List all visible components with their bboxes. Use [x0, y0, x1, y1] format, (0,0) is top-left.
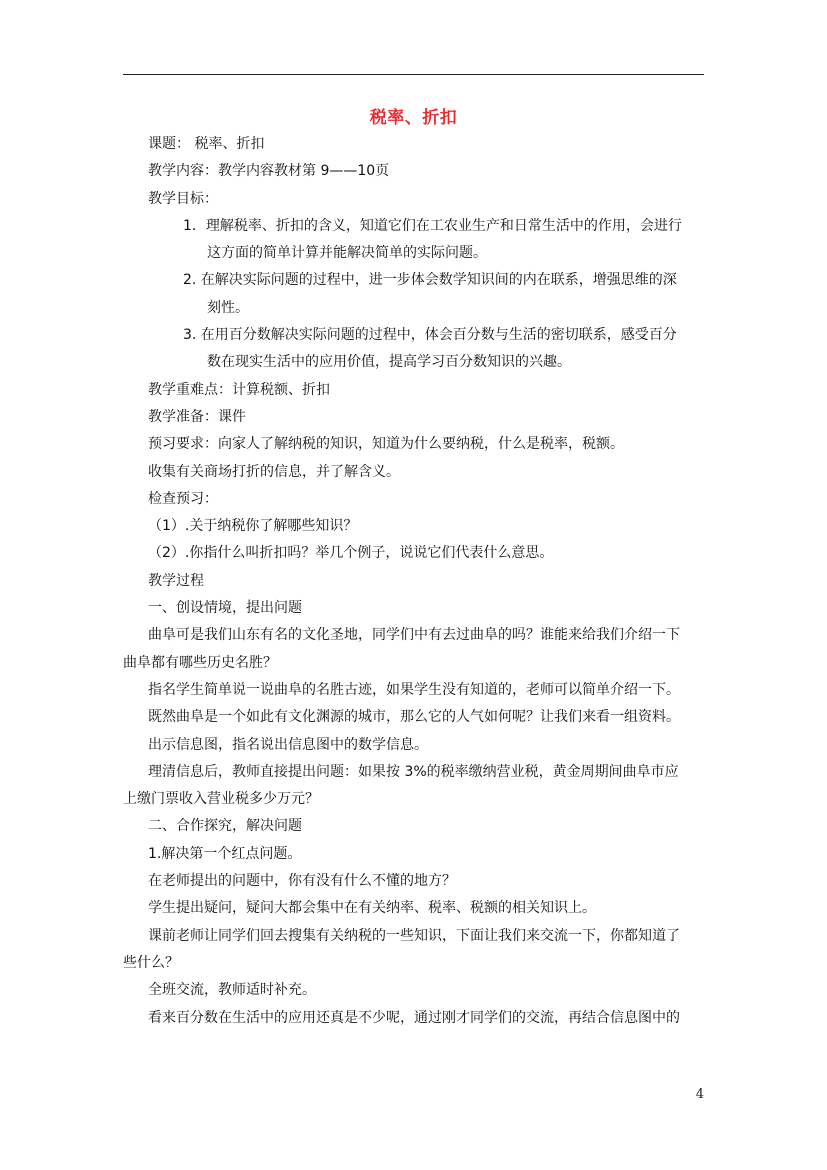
text-line: 些什么？ [123, 954, 179, 971]
document-body [123, 131, 705, 1032]
document-title: 税率、折扣 [369, 108, 458, 128]
text-line: 全班交流，教师适时补充。 [148, 982, 316, 999]
page-number: 4 [695, 1087, 704, 1102]
text-line: 指名学生简单说一说曲阜的名胜古迹，如果学生没有知道的，老师可以简单介绍一下。 [148, 681, 680, 698]
text-line: 教学准备：课件 [148, 408, 246, 425]
list-item: 2. 在解决实际问题的过程中，进一步体会数学知识间的内在联系，增强思维的深 [183, 272, 677, 289]
text-line: 看来百分数在生活中的应用还真是不少呢，通过刚才同学们的交流，再结合信息图中的 [148, 1009, 680, 1026]
text-line: 曲阜可是我们山东有名的文化圣地，同学们中有去过曲阜的吗？谁能来给我们介绍一下 [148, 627, 680, 644]
header-rule [123, 74, 704, 75]
list-item: 3. 在用百分数解决实际问题的过程中，体会百分数与生活的密切联系，感受百分 [183, 327, 677, 344]
list-item-continuation: 这方面的简单计算并能解决简单的实际问题。 [207, 245, 487, 262]
text-line: 上缴门票收入营业税多少万元？ [123, 791, 319, 808]
section-heading: 教学过程 [148, 572, 204, 589]
text-line: 课题： 税率、折扣 [148, 136, 265, 152]
text-line: 教学重难点：计算税额、折扣 [148, 381, 330, 398]
text-line: 检查预习： [148, 490, 218, 507]
text-line: 出示信息图，指名说出信息图中的数学信息。 [148, 736, 428, 753]
text-line: 曲阜都有哪些历史名胜？ [123, 654, 277, 671]
text-line: 教学目标： [148, 190, 218, 207]
list-item-continuation: 数在现实生活中的应用价值，提高学习百分数知识的兴趣。 [207, 354, 571, 371]
text-line: 学生提出疑问，疑问大都会集中在有关纳率、税率、税额的相关知识上。 [148, 900, 596, 917]
list-item: 1．理解税率、折扣的含义，知道它们在工农业生产和日常生活中的作用，会进行 [183, 217, 682, 234]
text-line: 收集有关商场打折的信息，并了解含义。 [148, 463, 400, 480]
list-item-continuation: 刻性。 [207, 299, 249, 316]
text-line: 在老师提出的问题中，你有没有什么不懂的地方？ [148, 873, 456, 890]
section-heading: 一、创设情境，提出问题 [148, 600, 302, 617]
text-line: 1.解决第一个红点问题。 [148, 845, 302, 862]
text-line: 预习要求：向家人了解纳税的知识，知道为什么要纳税，什么是税率，税额。 [148, 436, 624, 453]
text-line: （2）.你指什么叫折扣吗？举几个例子，说说它们代表什么意思。 [148, 545, 554, 562]
text-line: 理清信息后，教师直接提出问题：如果按 3%的税率缴纳营业税，黄金周期间曲阜市应 [148, 763, 679, 780]
text-line: （1）.关于纳税你了解哪些知识？ [148, 518, 358, 535]
text-line: 既然曲阜是一个如此有文化渊源的城市，那么它的人气如何呢？让我们来看一组资料。 [148, 709, 680, 726]
section-heading: 二、合作探究，解决问题 [148, 818, 302, 835]
text-line: 课前老师让同学们回去搜集有关纳税的一些知识，下面让我们来交流一下，你都知道了 [148, 927, 680, 944]
text-line: 教学内容：教学内容教材第 9——10页 [148, 163, 390, 180]
